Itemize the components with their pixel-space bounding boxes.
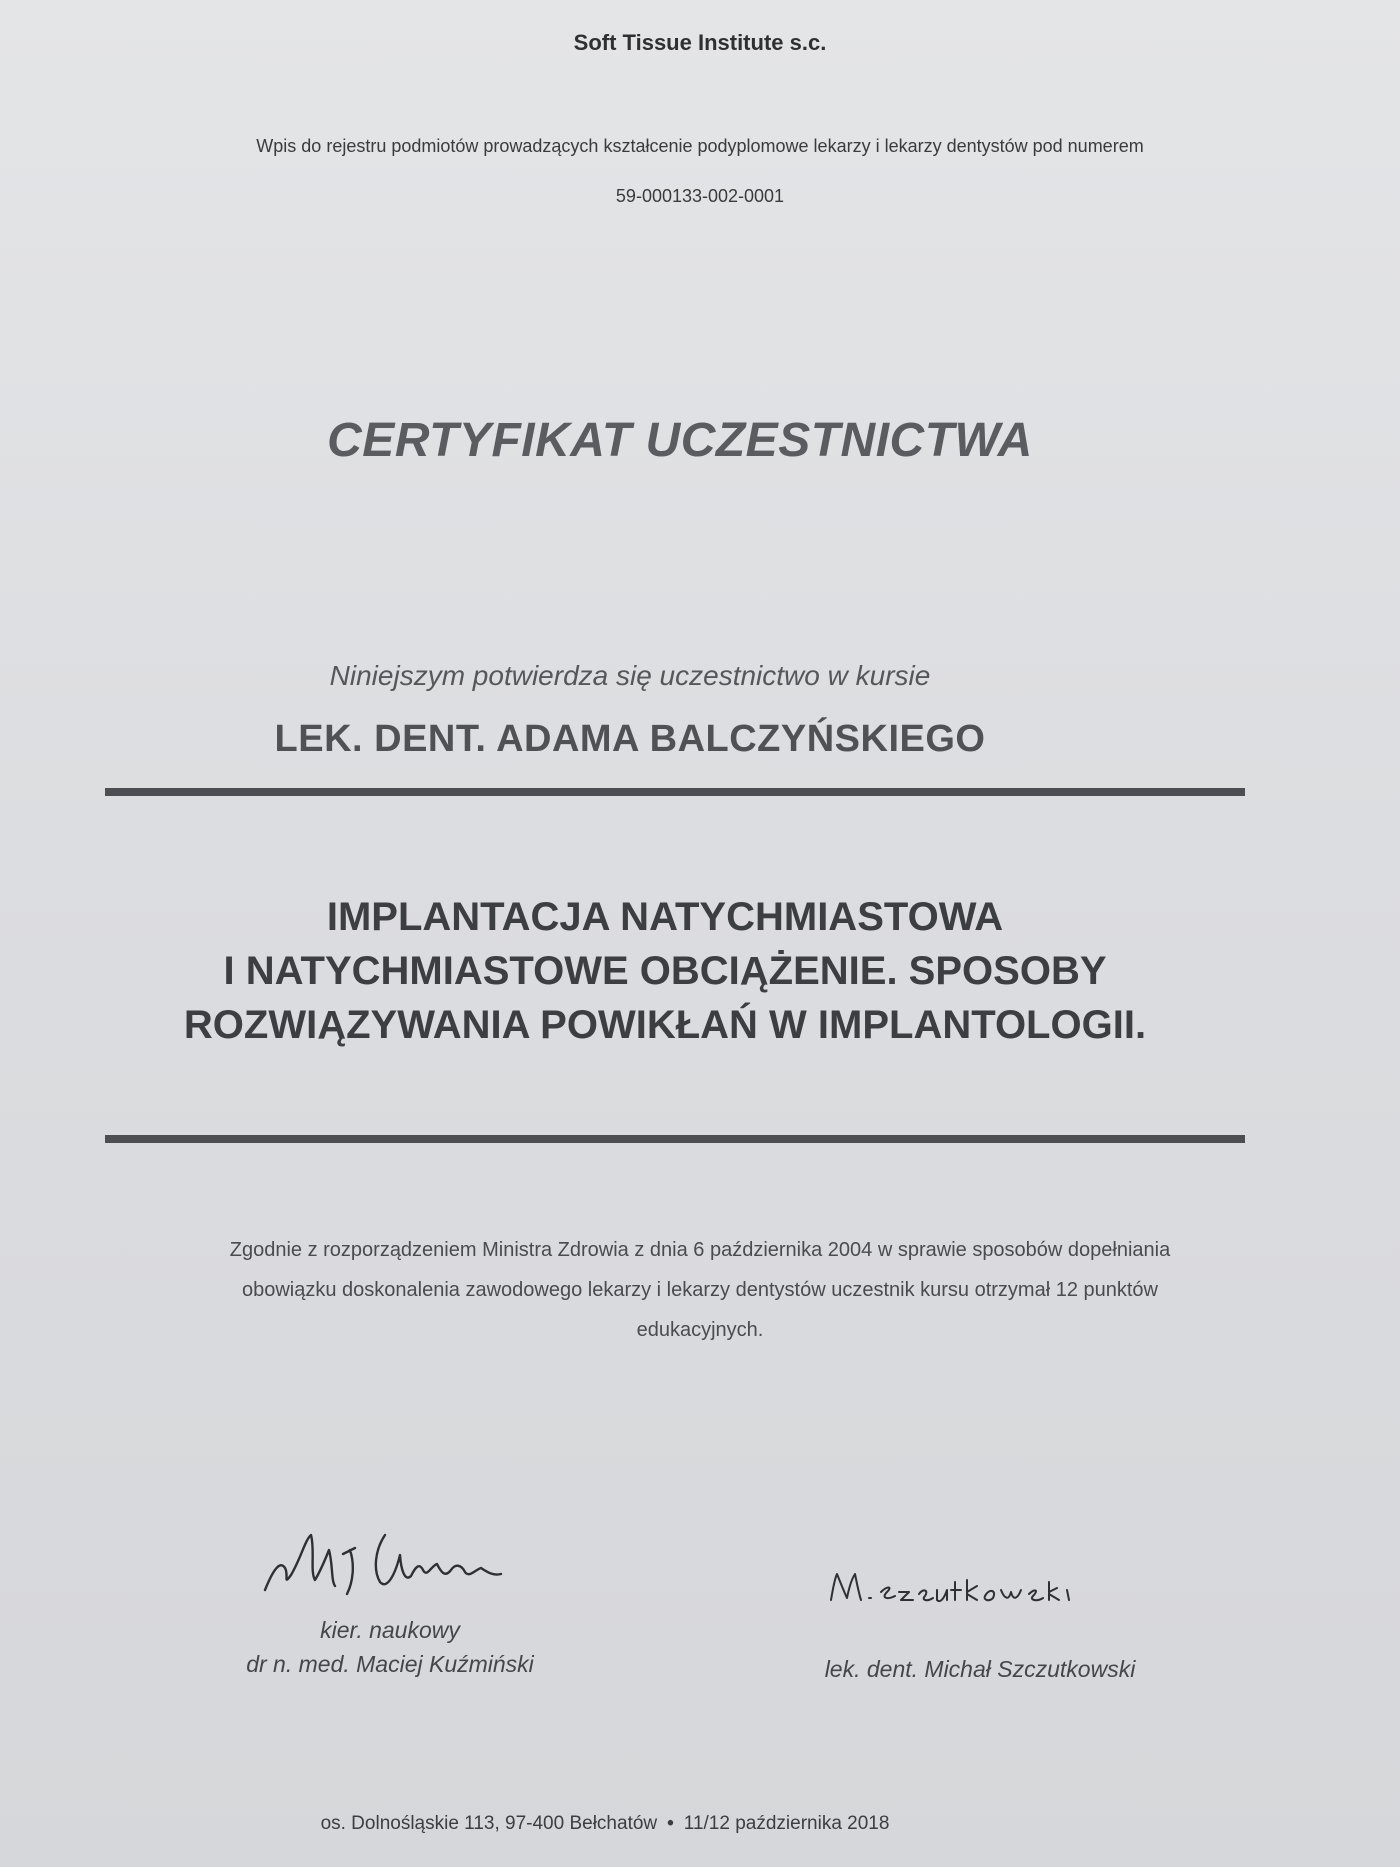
course-title-line: IMPLANTACJA NATYCHMIASTOWA — [326, 895, 1004, 939]
course-title-line: ROZWIĄZYWANIA POWIKŁAŃ W IMPLANTOLOGII. — [183, 1003, 1147, 1047]
institute-name: Soft Tissue Institute s.c. — [573, 30, 827, 55]
legal-line: obowiązku doskonalenia zawodowego lekarzy i lekarzy dentystów uczestnik kursu otrzymał 12 punktów — [241, 1279, 1158, 1301]
legal-line: edukacyjnych. — [636, 1319, 764, 1341]
registry-statement: Wpis do rejestru podmiotów prowadzących kształcenie podyplomowe lekarzy i lekarzy dentystów pod numerem — [256, 136, 1144, 156]
certificate-intro: Niniejszym potwierdza się uczestnictwo w kursie — [329, 660, 931, 691]
right-signature — [825, 1560, 1095, 1610]
left-signature — [255, 1520, 555, 1600]
footer-date: 11/12 października 2018 — [683, 1813, 890, 1834]
course-title-line: I NATYCHMIASTOWE OBCIĄŻENIE. SPOSOBY — [223, 949, 1107, 993]
footer-separator: • — [667, 1813, 674, 1834]
signer-name: dr n. med. Maciej Kuźmiński — [246, 1651, 534, 1677]
legal-statement — [0, 1230, 1400, 1350]
certificate-title: CERTYFIKAT UCZESTNICTWA — [327, 414, 1033, 467]
footer — [0, 1813, 1305, 1835]
instructor-signer — [795, 1656, 1165, 1683]
registry-number: 59-000133-002-0001 — [615, 186, 785, 206]
signer-name: lek. dent. Michał Szczutkowski — [824, 1656, 1136, 1682]
divider-top — [105, 788, 1245, 796]
signer-role: kier. naukowy — [320, 1617, 460, 1643]
footer-address: os. Dolnośląskie 113, 97-400 Bełchatów — [320, 1813, 658, 1834]
legal-line: Zgodnie z rozporządzeniem Ministra Zdrowia z dnia 6 października 2004 w sprawie sposobów dopełniania — [229, 1239, 1171, 1261]
divider-bottom — [105, 1135, 1245, 1143]
course-title — [0, 890, 1365, 1052]
participant-name: LEK. DENT. ADAMA BALCZYŃSKIEGO — [274, 718, 986, 760]
scientific-director-signer — [230, 1613, 550, 1681]
